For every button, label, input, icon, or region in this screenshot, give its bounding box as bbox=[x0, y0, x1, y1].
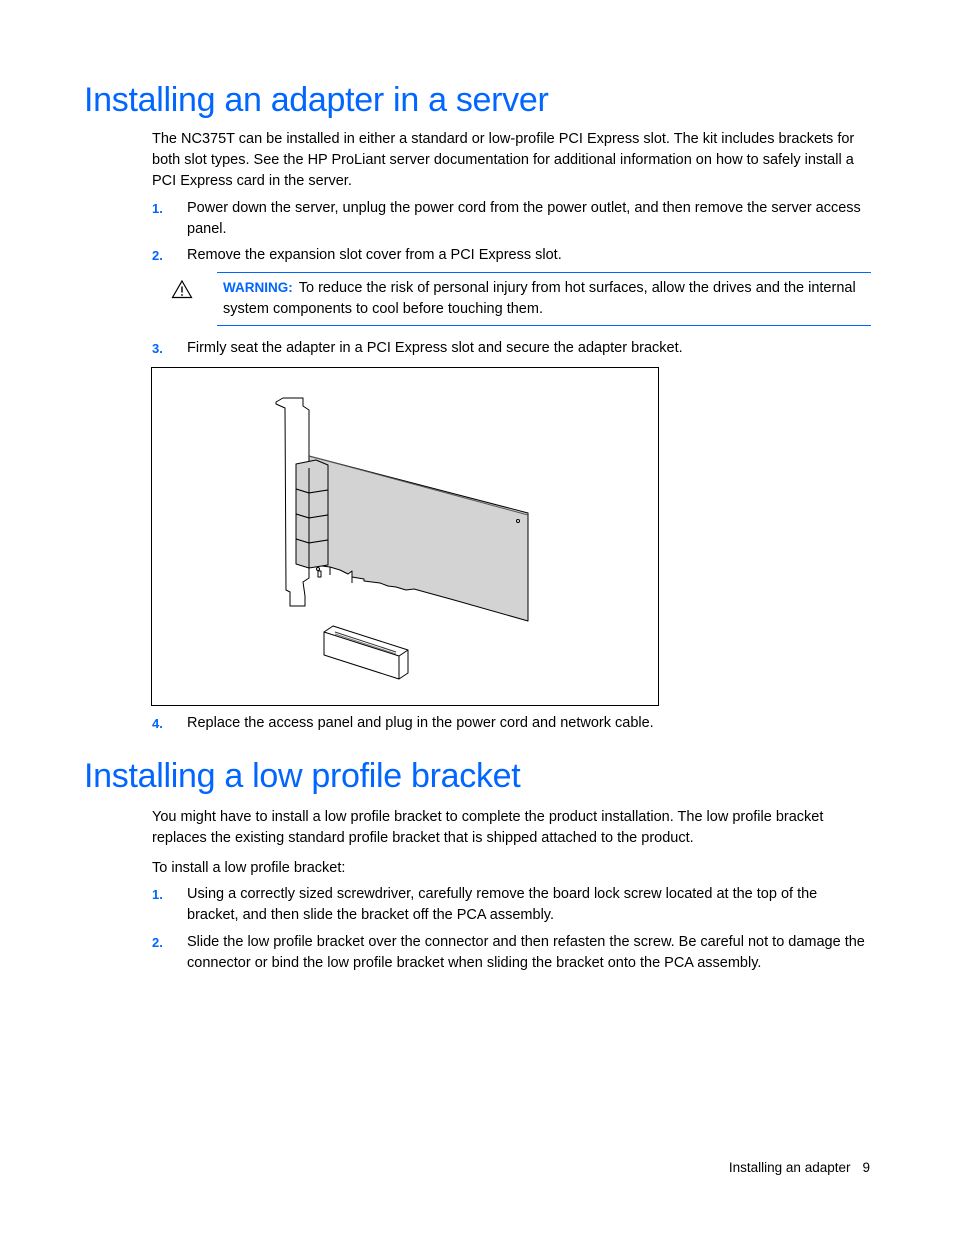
list-item bbox=[152, 245, 872, 266]
step-number: 1. bbox=[152, 201, 163, 216]
step-text: Replace the access panel and plug in the power cord and network cable. bbox=[187, 715, 654, 731]
list-item bbox=[152, 713, 872, 734]
step-text: Firmly seat the adapter in a PCI Express slot and secure the adapter bracket. bbox=[187, 340, 683, 356]
list-item bbox=[152, 884, 872, 926]
step-number: 3. bbox=[152, 341, 163, 356]
page-number: 9 bbox=[862, 1160, 870, 1175]
adapter-figure bbox=[151, 367, 659, 706]
step-text: Remove the expansion slot cover from a PCI Express slot. bbox=[187, 247, 562, 263]
step-text: Power down the server, unplug the power cord from the power outlet, and then remove the server access panel. bbox=[187, 200, 861, 237]
footer-section-name: Installing an adapter bbox=[728, 1160, 851, 1175]
lead-paragraph: To install a low profile bracket: bbox=[152, 860, 346, 876]
step-text: Using a correctly sized screwdriver, carefully remove the board lock screw located at the top of the bracket, and then slide the bracket off the PCA assembly. bbox=[187, 886, 818, 923]
step-number: 1. bbox=[152, 887, 163, 902]
list-item bbox=[152, 198, 872, 240]
intro-paragraph: You might have to install a low profile bracket to complete the product installation. The low profile bracket replaces the existing standard profile bracket that is shipped attached to the product. bbox=[152, 809, 824, 846]
pci-express-adapter-illustration bbox=[152, 368, 658, 705]
warning-callout bbox=[217, 272, 871, 326]
step-number: 2. bbox=[152, 935, 163, 950]
section-title-low-profile-bracket: Installing a low profile bracket bbox=[84, 757, 521, 795]
step-number: 4. bbox=[152, 716, 163, 731]
list-item bbox=[152, 932, 872, 974]
warning-text: To reduce the risk of personal injury from hot surfaces, allow the drives and the internal system components to cool before touching them. bbox=[223, 280, 856, 317]
warning-text-block bbox=[223, 277, 863, 320]
intro-paragraph: The NC375T can be installed in either a standard or low-profile PCI Express slot. The kit includes brackets for both slot types. See the HP ProLiant server documentation for additional information on how to safely install a PCI Express card in the server. bbox=[152, 131, 855, 189]
step-number: 2. bbox=[152, 248, 163, 263]
list-item bbox=[152, 338, 872, 359]
warning-triangle-icon bbox=[171, 279, 193, 299]
step-text: Slide the low profile bracket over the connector and then refasten the screw. Be careful not to damage the connector or bind the low profile bracket when sliding the bracket onto the PCA assembly. bbox=[187, 934, 865, 971]
section-title-install-adapter: Installing an adapter in a server bbox=[84, 81, 549, 119]
page-footer bbox=[729, 1158, 870, 1178]
warning-label: WARNING: bbox=[223, 280, 293, 295]
